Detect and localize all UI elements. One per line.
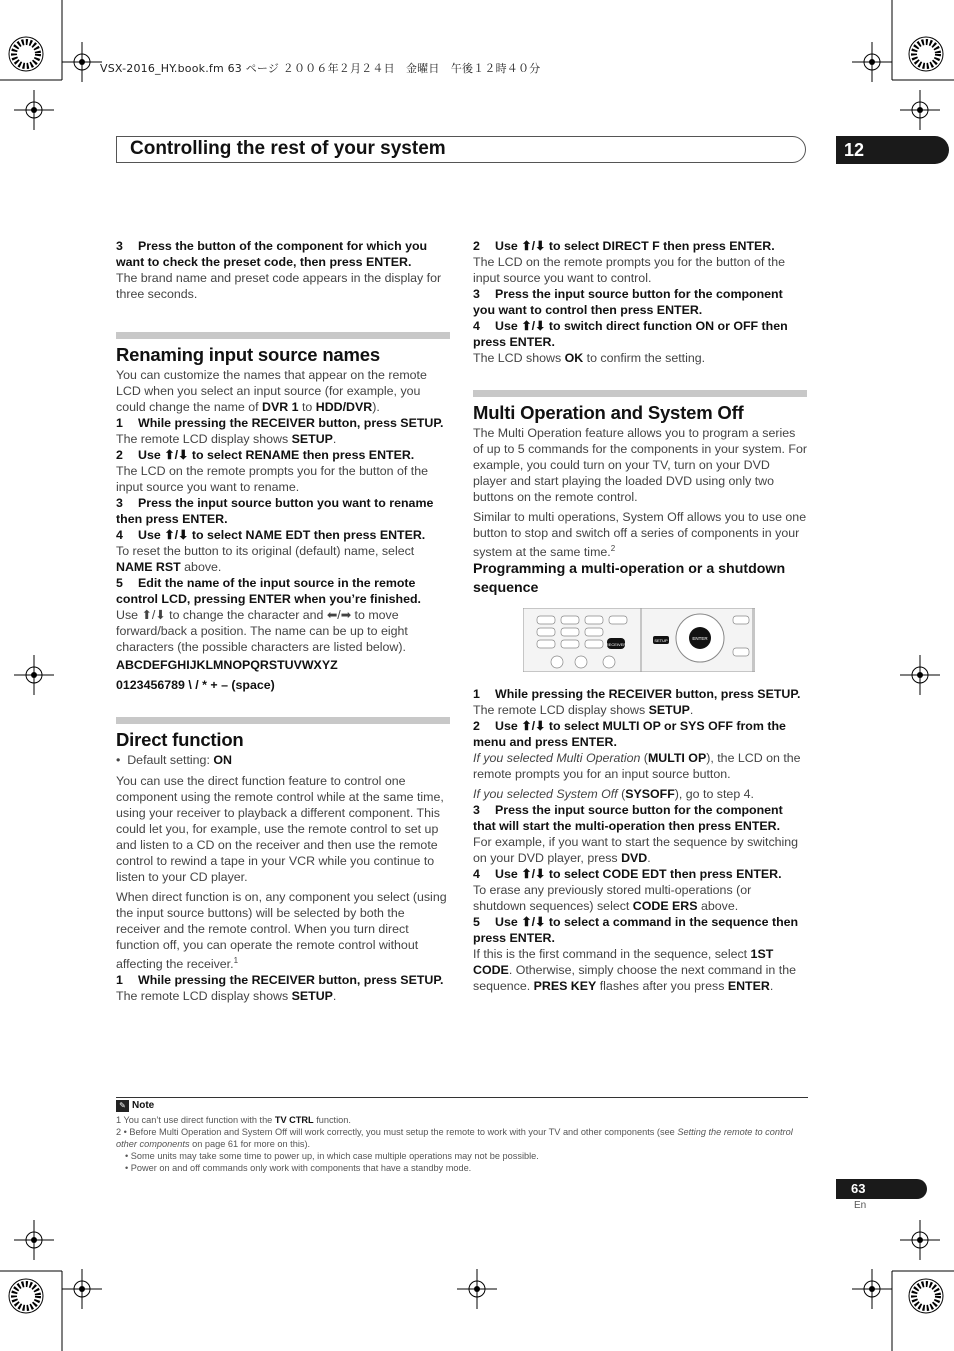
page-title: Controlling the rest of your system: [130, 138, 446, 159]
step-3-preset: 3 Press the button of the component for which you want to check the preset code, then press ENTER.: [116, 239, 428, 269]
default-setting: • Default setting: ON: [116, 753, 232, 767]
subsection-title-programming: Programming a multi-operation or a shutdown sequence: [473, 561, 786, 597]
multi-step-4: 4 Use ⬆/⬇ to select CODE EDT then press ENTER.: [473, 867, 782, 882]
multi-step-3: 3 Press the input source button for the component that will start the multi-operation then press ENTER.: [473, 803, 783, 834]
section-title-renaming: Renaming input source names: [116, 344, 380, 365]
left-column: [116, 238, 450, 1004]
multi-step-4-body: To erase any previously stored multi-operations (or shutdown sequences) select CODE ERS above.: [473, 883, 752, 914]
direct-step-4-body: The LCD shows OK to confirm the setting.: [473, 351, 706, 365]
direct-step-2-body: The LCD on the remote prompts you for the button of the input source you want to control.: [473, 255, 786, 285]
section-title-multi-operation: Multi Operation and System Off: [473, 402, 744, 423]
section-divider: [116, 332, 450, 339]
multi-op-para-2: Similar to multi operations, System Off allows you to use one button to stop and switch off a series of components in your system at the same time.$^2$: [473, 510, 807, 560]
rename-step-5: 5 Edit the name of the input source in the remote control LCD, pressing ENTER when you’re finished.: [116, 576, 421, 606]
available-characters-letters: ABCDEFGHIJKLMNOPQRSTUVWXYZ: [116, 658, 338, 672]
multi-step-2-body-2: If you selected System Off (SYSOFF), go to step 4.: [473, 787, 754, 802]
up-down-arrow-icon: ⬆/⬇: [521, 239, 546, 253]
multi-step-3-body: For example, if you want to start the sequence by switching on your DVD player, press DVD.: [473, 835, 799, 866]
section-divider: [116, 717, 450, 724]
rename-step-3: 3 Press the input source button you want to rename then press ENTER.: [116, 496, 434, 526]
rename-step-2: 2 Use ⬆/⬇ to select RENAME then press ENTER.: [116, 448, 415, 462]
up-down-arrow-icon: ⬆/⬇: [141, 608, 166, 622]
up-down-arrow-icon: ⬆/⬇: [164, 528, 189, 542]
available-characters-symbols: 0123456789 \ / * + – (space): [116, 678, 275, 692]
up-down-arrow-icon: ⬆/⬇: [521, 319, 546, 333]
section-divider: [473, 390, 807, 397]
note-divider: [116, 1097, 808, 1098]
direct-step-1-body: The remote LCD display shows SETUP.: [116, 989, 337, 1004]
rename-step-4-body: To reset the button to its original (default) name, select NAME RST above.: [116, 544, 415, 574]
direct-step-1: 1 While pressing the RECEIVER button, press SETUP.: [116, 973, 444, 988]
page-number: 63: [851, 1181, 866, 1196]
multi-step-5: 5 Use ⬆/⬇ to select a command in the sequence then press ENTER.: [473, 915, 799, 946]
setup-button-label: SETUP: [654, 638, 668, 644]
up-down-arrow-icon: ⬆/⬇: [521, 867, 546, 882]
receiver-button-label: RECEIVER: [605, 642, 627, 648]
direct-function-para-1: You can use the direct function feature to control one component using the remote control while at the same time, using your receiver to playback a different component. This could let you, for example, use the remote control to set up and listen to a CD on the receiver and then use the remote control to rewind a tape in your VCR while you continue to listen to your CD player.: [116, 774, 444, 884]
up-down-arrow-icon: ⬆/⬇: [164, 448, 189, 462]
multi-step-1: 1 While pressing the RECEIVER button, press SETUP.: [473, 687, 801, 702]
multi-step-5-body: If this is the first command in the sequence, select 1ST CODE. Otherwise, simply choose the next command in the sequence. PRES KEY flashes after you press ENTER.: [473, 947, 796, 994]
left-right-arrow-icon: ⬅/➡: [326, 608, 352, 622]
rename-step-5-body: Use ⬆/⬇ to change the character and ⬅/➡ to move forward/back a position. The name can be up to eight characters (the possible characters are listed below).: [116, 608, 408, 654]
multi-op-para-1: The Multi Operation feature allows you to program a series of up to 5 commands for the components in your system. For example, you could turn on your TV, turn on your DVD player and start playing the loaded DVD using only two buttons on the remote control.: [473, 426, 808, 504]
step-3-body: The brand name and preset code appears in the display for three seconds.: [116, 271, 442, 301]
direct-step-3: 3 Press the input source button for the component you want to control then press ENTER.: [473, 287, 783, 317]
note-pencil-icon: ✎: [116, 1100, 129, 1112]
rename-step-1-body: The remote LCD display shows SETUP.: [116, 432, 337, 446]
rename-step-4: 4 Use ⬆/⬇ to select NAME EDT then press ENTER.: [116, 528, 426, 542]
up-down-arrow-icon: ⬆/⬇: [521, 719, 546, 734]
page-language: En: [854, 1200, 867, 1211]
page-number-tab: [836, 1179, 927, 1199]
right-column: [473, 238, 807, 994]
multi-step-1-body: The remote LCD display shows SETUP.: [473, 703, 694, 718]
multi-step-2-body: If you selected Multi Operation (MULTI OP), the LCD on the remote prompts you for an input source button.: [473, 751, 801, 782]
multi-step-2: 2 Use ⬆/⬇ to select MULTI OP or SYS OFF from the menu and press ENTER.: [473, 719, 786, 750]
direct-step-4: 4 Use ⬆/⬇ to switch direct function ON or OFF then press ENTER.: [473, 319, 788, 349]
notes-section: [116, 1099, 808, 1174]
renaming-intro: You can customize the names that appear on the remote LCD when you select an input source (for example, you could change the name of DVR 1 to HDD/DVR).: [116, 368, 427, 414]
rename-step-1: 1 While pressing the RECEIVER button, press SETUP.: [116, 416, 444, 430]
note-label: Note: [132, 1100, 155, 1111]
footnote-2-bullet-1: • Some units may take some time to power up, in which case multiple operations may not be possible.: [125, 1151, 539, 1161]
remote-control-illustration: [523, 608, 755, 672]
registration-text: VSX-2016_HY.book.fm 63 ページ ２００６年２月２４日 金曜日 午後１２時４０分: [100, 62, 541, 75]
enter-button-label: ENTER: [692, 636, 708, 642]
section-title-direct-function: Direct function: [116, 729, 244, 750]
footnote-2: 2 • Before Multi Operation and System Off will work correctly, you must setup the remote to work with your TV and other components (see Setting the remote to control other components on page 61 for more on this).: [116, 1127, 793, 1149]
direct-step-2: 2 Use ⬆/⬇ to select DIRECT F then press ENTER.: [473, 239, 775, 253]
direct-function-para-2: When direct function is on, any component you select (using the input source buttons) will be selected by both the receiver and the remote control. When you turn direct function off, you can operate the remote control without affecting the receiver.$^1$: [116, 890, 447, 972]
up-down-arrow-icon: ⬆/⬇: [521, 915, 546, 930]
rename-step-2-body: The LCD on the remote prompts you for the button of the input source you want to rename.: [116, 464, 429, 494]
chapter-number: 12: [844, 140, 865, 160]
footnote-1: 1 You can’t use direct function with the TV CTRL function.: [116, 1115, 351, 1125]
footnote-2-bullet-2: • Power on and off commands only work with components that have a standby mode.: [125, 1163, 472, 1173]
